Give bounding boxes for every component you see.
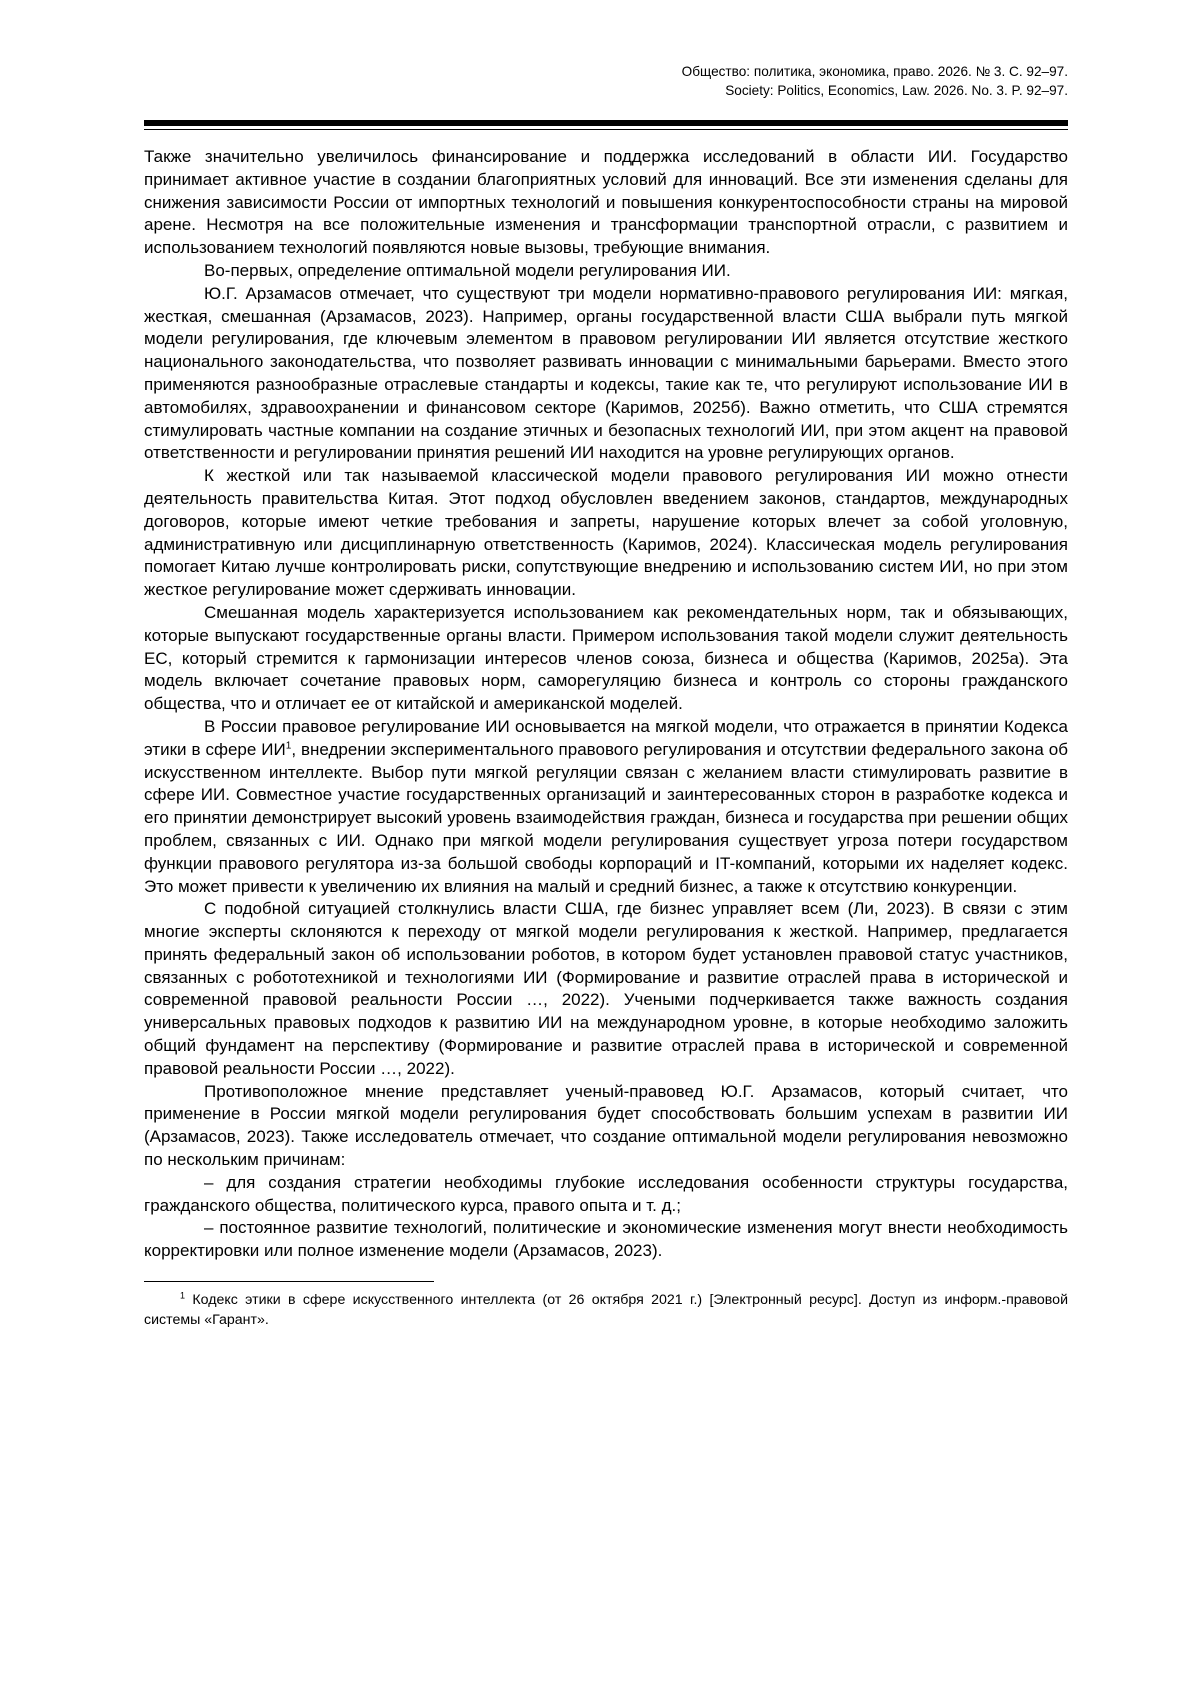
paragraph-6-part-1: В России правовое регулирование ИИ основывается на мягкой модели, что отражается в принятии Кодекса этики в сфере ИИ [144, 716, 1068, 759]
footnote-reference[interactable]: 1 [285, 740, 292, 752]
paragraph-4: К жесткой или так называемой классической модели правового регулирования ИИ можно отнести деятельность правительства Китая. Этот подход обусловлен введением законов, стандартов, международных договоров, которые имеют четкие требования и запреты, нарушение которых влечет за собой уголовную, административную или дисциплинарную ответственность (Каримов, 2024). Классическая модель регулирования помогает Китаю лучше контролировать риски, сопутствующие внедрению и использованию систем ИИ, но при этом жесткое регулирование может сдерживать инновации. [144, 466, 1068, 600]
footnote-separator [144, 1281, 434, 1282]
paragraph-8: Противоположное мнение представляет ученый-правовед Ю.Г. Арзамасов, который считает, что применение в России мягкой модели регулирования будет способствовать большим успехам в развитии ИИ (Арзамасов, 2023). Также исследователь отмечает, что создание оптимальной модели регулирования невозможно по нескольким причинам: [144, 1081, 1068, 1170]
list-item-1: – для создания стратегии необходимы глубокие исследования особенности структуры государства, гражданского общества, политического курса, правого опыта и т. д.; [144, 1172, 1068, 1215]
paragraph-5: Смешанная модель характеризуется использованием как рекомендательных норм, так и обязывающих, которые выпускают государственные органы власти. Примером использования такой модели служит деятельность ЕС, который стремится к гармонизации интересов членов союза, бизнеса и общества (Каримов, 2025а). Эта модель включает сочетание правовых норм, саморегуляцию бизнеса и контроль со стороны гражданского общества, что и отличает ее от китайской и американской моделей. [144, 602, 1068, 714]
paragraph-1: Также значительно увеличилось финансирование и поддержка исследований в области ИИ. Государство принимает активное участие в создании благоприятных условий для инноваций. Все эти изменения сделаны для снижения зависимости России от импортных технологий и повышения конкурентоспособности страны на мировой арене. Несмотря на все положительные изменения и трансформации транспортной отрасли, с развитием и использованием технологий появляются новые вызовы, требующие внимания. [144, 147, 1068, 258]
header-rule-thick [144, 120, 1068, 126]
journal-page [144, 62, 1068, 1330]
header-citation-en: Society: Politics, Economics, Law. 2026. No. 3. P. 92–97. [725, 83, 1068, 98]
header-citation-ru: Общество: политика, экономика, право. 2026. № 3. С. 92–97. [681, 64, 1068, 79]
article-body [144, 146, 1068, 1263]
footnote [144, 1290, 1068, 1330]
paragraph-3: Ю.Г. Арзамасов отмечает, что существуют три модели нормативно-правового регулирования ИИ: мягкая, жесткая, смешанная (Арзамасов, 2023). Например, органы государственной власти США выбрали путь мягкой модели регулирования, где ключевым элементом в правовом регулировании ИИ является отсутствие жесткого национального законодательства, что позволяет развивать инновации с минимальными барьерами. Вместо этого применяются разнообразные отраслевые стандарты и кодексы, такие как те, что регулируют использование ИИ в автомобилях, здравоохранении и финансовом секторе (Каримов, 2025б). Важно отметить, что США стремятся стимулировать частные компании на создание этичных и безопасных технологий ИИ, при этом акцент на правовой ответственности и регулировании принятия решений ИИ находится на уровне регулирующих органов. [144, 283, 1068, 463]
paragraph-6-part-2: , внедрении экспериментального правового регулирования и отсутствии федерального закона об искусственном интеллекте. Выбор пути мягкой регуляции связан с желанием власти стимулировать развитие в сфере ИИ. Совместное участие государственных организаций и заинтересованных сторон в разработке кодекса и его принятии демонстрирует высокий уровень взаимодействия граждан, бизнеса и государства при решении общих проблем, связанных с ИИ. Однако при мягкой модели регулирования существует угроза потери государством функции правового регулятора из-за большой свободы корпораций и IT-компаний, которыми их наделяет кодекс. Это может привести к увеличению их влияния на малый и средний бизнес, а также к отсутствию конкуренции. [144, 739, 1068, 896]
paragraph-2: Во-первых, определение оптимальной модели регулирования ИИ. [204, 260, 731, 280]
paragraph-7: С подобной ситуацией столкнулись власти США, где бизнес управляет всем (Ли, 2023). В связи с этим многие эксперты склоняются к переходу от мягкой модели регулирования к жесткой. Например, предлагается принять федеральный закон об использовании роботов, в котором будет установлен правовой статус участников, связанных с робототехникой и технологиями ИИ (Формирование и развитие отраслей права в исторической и современной правовой реальности России …, 2022). Учеными подчеркивается также важность создания универсальных правовых подходов к развитию ИИ на международном уровне, в которые необходимо заложить общий фундамент на перспективу (Формирование и развитие отраслей права в исторической и современной правовой реальности России …, 2022). [144, 899, 1068, 1078]
header-rule-thin [144, 129, 1068, 130]
footnote-text: Кодекс этики в сфере искусственного интеллекта (от 26 октября 2021 г.) [Электронный ресурс]. Доступ из информ.-правовой системы «Гарант». [144, 1292, 1068, 1329]
paragraph-6 [144, 716, 1068, 898]
list-item-2: – постоянное развитие технологий, политические и экономические изменения могут внести необходимость корректировки или полное изменение модели (Арзамасов, 2023). [144, 1218, 1068, 1261]
running-header [144, 62, 1068, 100]
footnote-number: 1 [180, 1290, 186, 1301]
